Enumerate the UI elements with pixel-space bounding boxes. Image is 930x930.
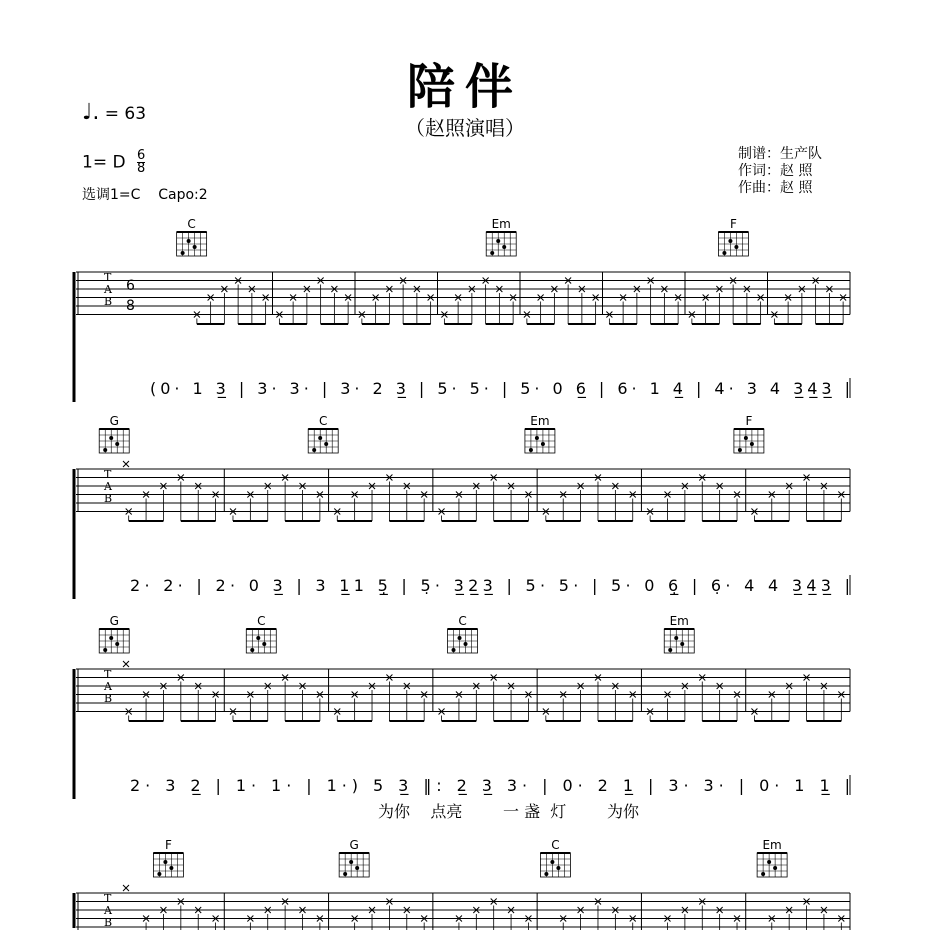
chord-dot <box>250 648 254 652</box>
chord-name: G <box>109 414 119 428</box>
chord-dot <box>115 442 119 446</box>
chord-diagram-icon <box>177 232 207 256</box>
chord-dot <box>550 860 554 864</box>
chord-dot <box>744 436 748 440</box>
chord-name: Em <box>669 614 689 628</box>
chord-dot <box>157 872 161 876</box>
chord-name: Em <box>530 414 550 428</box>
chord-diagram-icon <box>540 853 570 877</box>
chord-diagram-icon <box>448 629 478 653</box>
chord-diagram-icon <box>757 853 787 877</box>
chord-dot <box>722 251 726 255</box>
chord-name: C <box>551 838 560 852</box>
chord-dot <box>115 642 119 646</box>
chord-dot <box>750 442 754 446</box>
chord-diagram-icon <box>153 853 183 877</box>
tab-note-x <box>123 661 129 667</box>
chord-dot <box>193 245 197 249</box>
chord-diagram-icon <box>99 429 129 453</box>
dotted-quarter-note-icon: ♩. <box>82 100 100 125</box>
tab-time-bottom: 8 <box>126 298 135 314</box>
chord-dot <box>169 866 173 870</box>
chord-dot <box>773 866 777 870</box>
song-subtitle: （赵照演唱） <box>405 116 525 140</box>
chord-name: C <box>187 217 196 231</box>
tab-clef-letter: B <box>104 916 113 929</box>
jianpu-line: 2· 3 2̲ | 1· 1· | 1·) 5 3̲ ‖: 2̲ 3̲ 3· | 0· 2 1̲ | 3· 3· | 0· 1 1̲ | <box>130 776 850 795</box>
credit-lyricist: 作词：赵 照 <box>738 163 813 179</box>
chord-dot <box>452 648 456 652</box>
chord-diagram-icon <box>525 429 555 453</box>
chord-dot <box>535 436 539 440</box>
chord-name: F <box>164 838 172 852</box>
tab-time-top: 6 <box>126 278 135 294</box>
chord-name: C <box>458 614 467 628</box>
chord-dot <box>262 642 266 646</box>
tab-clef-letter: A <box>104 480 112 493</box>
chord-name: C <box>319 414 328 428</box>
tab-clef-letter: T <box>104 271 112 284</box>
key-text: 1= D <box>82 152 126 173</box>
jianpu-line: 2· 2· | 2· 0 3̲ | 3 1̲1 5̣̲ | 5̣· 3̲2̲3̲ | 5· 5· | 5· 0 6̣̲ | 6̣· 4 4 3̲4̲3̲ | <box>130 576 850 595</box>
tab-note-x <box>123 461 129 467</box>
chord-name: F <box>745 414 753 428</box>
chord-diagram-icon <box>308 429 338 453</box>
chord-name: F <box>729 217 737 231</box>
chord-dot <box>163 860 167 864</box>
chord-dot <box>343 872 347 876</box>
chord-dot <box>734 245 738 249</box>
tab-clef-letter: B <box>104 692 113 705</box>
tab-clef-letter: T <box>104 668 112 681</box>
chord-dot <box>738 448 742 452</box>
chord-name: Em <box>762 838 782 852</box>
chord-dot <box>529 448 533 452</box>
chord-dot <box>490 251 494 255</box>
chord-dot <box>103 648 107 652</box>
tab-system-3 <box>74 614 850 821</box>
song-title: 陪伴 <box>406 59 523 115</box>
chord-name: C <box>257 614 266 628</box>
chord-dot <box>668 648 672 652</box>
tab-clef-letter: B <box>104 295 113 308</box>
chord-dot <box>674 636 678 640</box>
chord-dot <box>349 860 353 864</box>
credit-arranger: 制谱：生产队 <box>738 146 822 162</box>
capo-info: 选调1=C Capo:2 <box>82 187 208 203</box>
tab-system-4 <box>74 838 850 930</box>
chord-dot <box>464 642 468 646</box>
chord-dot <box>761 872 765 876</box>
chord-dot <box>181 251 185 255</box>
chord-dot <box>728 239 732 243</box>
chord-dot <box>324 442 328 446</box>
chord-dot <box>312 448 316 452</box>
credit-composer: 作曲：赵 照 <box>738 180 813 196</box>
tempo-value: = 63 <box>104 104 147 124</box>
tab-clef-letter: B <box>104 492 113 505</box>
chord-dot <box>544 872 548 876</box>
tab-clef-letter: T <box>104 468 112 481</box>
lyrics-line: 为你 点亮 一 盏 灯 为你 <box>378 802 639 821</box>
tab-clef-letter: A <box>104 283 112 296</box>
chord-diagram-icon <box>486 232 516 256</box>
chord-dot <box>355 866 359 870</box>
tab-note-x <box>123 885 129 891</box>
chord-diagram-icon <box>246 629 276 653</box>
time-top: 6 <box>136 148 146 163</box>
chord-dot <box>187 239 191 243</box>
chord-dot <box>556 866 560 870</box>
chord-dot <box>109 436 113 440</box>
chord-dot <box>496 239 500 243</box>
chord-dot <box>502 245 506 249</box>
time-bottom: 8 <box>136 161 146 176</box>
tab-clef-letter: A <box>104 680 112 693</box>
tab-system-1 <box>74 217 850 402</box>
chord-dot <box>109 636 113 640</box>
tab-clef-letter: T <box>104 892 112 905</box>
chord-dot <box>318 436 322 440</box>
chord-diagram-icon <box>718 232 748 256</box>
tab-system-2 <box>74 414 850 599</box>
chord-diagram-icon <box>339 853 369 877</box>
jianpu-line: (0· 1 3̲ | 3· 3· | 3· 2 3̲ | 5· 5· | 5· 0 6̲ | 6· 1 4̲ | 4· 3 4 3̲4̲3̲ | <box>150 379 850 398</box>
chord-dot <box>680 642 684 646</box>
tab-clef-letter: A <box>104 904 112 917</box>
chord-diagram-icon <box>734 429 764 453</box>
chord-dot <box>458 636 462 640</box>
chord-diagram-icon <box>664 629 694 653</box>
chord-name: Em <box>491 217 511 231</box>
chord-name: G <box>109 614 119 628</box>
chord-name: G <box>349 838 359 852</box>
chord-dot <box>103 448 107 452</box>
chord-dot <box>541 442 545 446</box>
chord-dot <box>256 636 260 640</box>
chord-dot <box>767 860 771 864</box>
chord-diagram-icon <box>99 629 129 653</box>
